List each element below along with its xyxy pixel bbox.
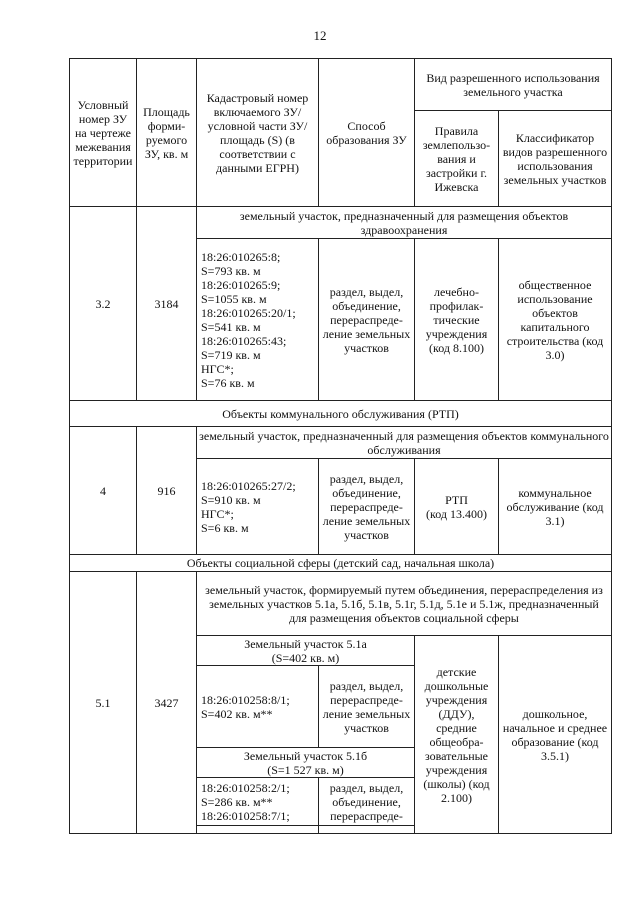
row-5-1-subplot-b-title: Земельный участок 5.1б (S=1 527 кв. м) [197, 748, 415, 778]
row-3-2-area: 3184 [137, 207, 197, 401]
header-rules: Правила землепользо-вания и застройки г. Ижевска [415, 111, 499, 207]
row-5-1-subplot-b-cadastral-cont [197, 826, 319, 834]
row-5-1-subplot-a-method: раздел, выдел, перераспреде-ление земельных участков [319, 666, 415, 748]
header-cadastral: Кадастровый номер включаемого ЗУ/ условной части ЗУ/ площадь (S) (в соответствии с данными ЕГРН) [197, 59, 319, 207]
row-3-2-rules: лечебно-профилак-тические учреждения (код 8.100) [415, 239, 499, 401]
row-5-1-rules: детские дошкольные учреждения (ДДУ), средние общеобра-зовательные учреждения (школы) (код 2.100) [415, 636, 499, 834]
row-5-1-classifier: дошкольное, начальное и среднее образование (код 3.5.1) [499, 636, 612, 834]
row-3-2-number: 3.2 [70, 207, 137, 401]
row-3-2-purpose: земельный участок, предназначенный для размещения объектов здравоохранения [197, 207, 612, 239]
row-3-2-cadastral: 18:26:010265:8; S=793 кв. м 18:26:010265:9; S=1055 кв. м 18:26:010265:20/1; S=541 кв. м 18:26:010265:43; S=719 кв. м НГС*; S=76 кв. м [197, 239, 319, 401]
row-4-area: 916 [137, 427, 197, 555]
row-5-1-subplot-b-method-cont [319, 826, 415, 834]
row-4-rules: РТП (код 13.400) [415, 459, 499, 555]
row-4-purpose: земельный участок, предназначенный для размещения объектов коммунального обслуживания [197, 427, 612, 459]
page-number: 12 [313, 28, 327, 43]
row-4-classifier: коммунальное обслуживание (код 3.1) [499, 459, 612, 555]
row-3-2-method: раздел, выдел, объединение, перераспреде-ление земельных участков [319, 239, 415, 401]
row-5-1-subplot-b-method: раздел, выдел, объединение, перераспреде- [319, 778, 415, 826]
row-5-1-area: 3427 [137, 572, 197, 834]
header-formation-method: Способ образования ЗУ [319, 59, 415, 207]
header-area: Площадь форми-руемого ЗУ, кв. м [137, 59, 197, 207]
row-5-1-purpose: земельный участок, формируемый путем объединения, перераспределения из земельных участков 5.1а, 5.1б, 5.1в, 5.1г, 5.1д, 5.1е и 5.1ж, предназначенный для размещения объектов социальной сферы [197, 572, 612, 636]
land-plots-table [69, 58, 612, 834]
header-plot-number: Условный номер ЗУ на чертеже межевания территории [70, 59, 137, 207]
row-3-2-classifier: общественное использование объектов капитального строительства (код 3.0) [499, 239, 612, 401]
row-5-1-subplot-a-cadastral: 18:26:010258:8/1; S=402 кв. м** [197, 666, 319, 748]
header-permitted-use: Вид разрешенного использования земельного участка [415, 59, 612, 111]
header-classifier: Классификатор видов разрешенного использования земельных участков [499, 111, 612, 207]
row-4-number: 4 [70, 427, 137, 555]
row-5-1-subplot-b-cadastral: 18:26:010258:2/1; S=286 кв. м** 18:26:010258:7/1; [197, 778, 319, 826]
row-4-cadastral: 18:26:010265:27/2; S=910 кв. м НГС*; S=6 кв. м [197, 459, 319, 555]
row-5-1-number: 5.1 [70, 572, 137, 834]
section-social-heading: Объекты социальной сферы (детский сад, начальная школа) [70, 555, 612, 572]
row-5-1-subplot-a-title: Земельный участок 5.1а (S=402 кв. м) [197, 636, 415, 666]
row-4-method: раздел, выдел, объединение, перераспреде-ление земельных участков [319, 459, 415, 555]
section-rtp-heading: Объекты коммунального обслуживания (РТП) [70, 401, 612, 427]
